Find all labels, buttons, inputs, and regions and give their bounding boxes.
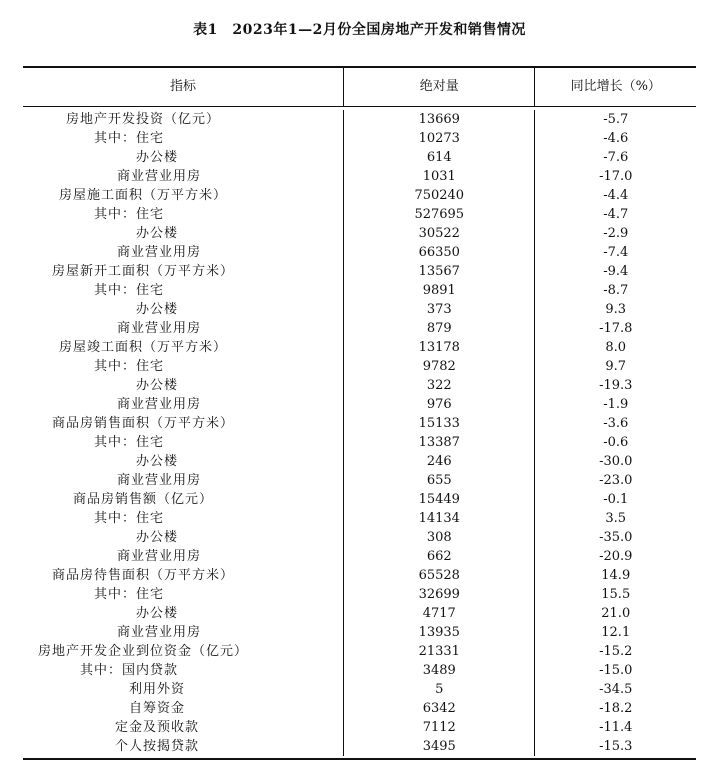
row-label: 房地产开发投资（亿元） xyxy=(66,112,221,127)
row-indicator xyxy=(23,319,343,338)
row-value: 3489 xyxy=(343,661,534,680)
table-row xyxy=(23,281,696,300)
table-row xyxy=(23,490,696,509)
row-value: 21331 xyxy=(343,642,534,661)
table-row xyxy=(23,205,696,224)
row-label: 其中：住宅 xyxy=(94,359,165,374)
table-row xyxy=(23,718,696,737)
row-value: 308 xyxy=(343,528,534,547)
row-indicator xyxy=(23,623,343,642)
table-row xyxy=(23,642,696,661)
row-growth: -30.0 xyxy=(534,452,696,471)
row-label: 房屋施工面积（万平方米） xyxy=(59,188,228,203)
row-indicator xyxy=(23,490,343,509)
row-value: 322 xyxy=(343,376,534,395)
row-growth: -9.4 xyxy=(534,262,696,281)
row-indicator xyxy=(23,547,343,566)
table-row xyxy=(23,585,696,604)
row-indicator xyxy=(23,661,343,680)
row-value: 15449 xyxy=(343,490,534,509)
row-label: 其中：住宅 xyxy=(94,131,165,146)
data-table xyxy=(23,66,696,760)
table-row xyxy=(23,262,696,281)
table-row xyxy=(23,224,696,243)
row-growth: -7.6 xyxy=(534,148,696,167)
row-indicator xyxy=(23,262,343,281)
row-growth: 3.5 xyxy=(534,509,696,528)
row-label: 商业营业用房 xyxy=(117,397,202,412)
row-label: 商品房待售面积（万平方米） xyxy=(52,568,235,583)
row-label: 商品房销售额（亿元） xyxy=(73,492,214,507)
row-value: 13669 xyxy=(343,110,534,129)
row-growth: 12.1 xyxy=(534,623,696,642)
row-indicator xyxy=(23,243,343,262)
table-row xyxy=(23,186,696,205)
row-label: 其中：国内贷款 xyxy=(80,663,179,678)
row-value: 9891 xyxy=(343,281,534,300)
row-label: 其中：住宅 xyxy=(94,511,165,526)
row-value: 246 xyxy=(343,452,534,471)
row-label: 房屋新开工面积（万平方米） xyxy=(52,264,235,279)
row-growth: -34.5 xyxy=(534,680,696,699)
row-indicator xyxy=(23,718,343,737)
row-indicator xyxy=(23,129,343,148)
table-row xyxy=(23,110,696,129)
row-value: 527695 xyxy=(343,205,534,224)
row-indicator xyxy=(23,585,343,604)
row-indicator xyxy=(23,737,343,756)
row-value: 13178 xyxy=(343,338,534,357)
row-indicator xyxy=(23,376,343,395)
row-growth: 21.0 xyxy=(534,604,696,623)
row-growth: -23.0 xyxy=(534,471,696,490)
row-value: 614 xyxy=(343,148,534,167)
row-label: 定金及预收款 xyxy=(115,720,200,735)
row-growth: 8.0 xyxy=(534,338,696,357)
row-indicator xyxy=(23,433,343,452)
row-value: 32699 xyxy=(343,585,534,604)
row-growth: 14.9 xyxy=(534,566,696,585)
row-label: 自筹资金 xyxy=(129,701,186,716)
row-label: 商业营业用房 xyxy=(117,321,202,336)
row-indicator xyxy=(23,167,343,186)
table-row xyxy=(23,319,696,338)
row-label: 商业营业用房 xyxy=(117,549,202,564)
row-growth: -4.4 xyxy=(534,186,696,205)
row-value: 30522 xyxy=(343,224,534,243)
row-label: 其中：住宅 xyxy=(94,207,165,222)
row-label: 办公楼 xyxy=(136,378,179,393)
header-indicator: 指标 xyxy=(170,79,197,94)
row-indicator xyxy=(23,205,343,224)
row-value: 14134 xyxy=(343,509,534,528)
row-indicator xyxy=(23,471,343,490)
row-value: 13567 xyxy=(343,262,534,281)
table-header xyxy=(23,68,696,107)
row-label: 其中：住宅 xyxy=(94,435,165,450)
row-growth: -19.3 xyxy=(534,376,696,395)
table-row xyxy=(23,566,696,585)
table-row xyxy=(23,471,696,490)
row-value: 15133 xyxy=(343,414,534,433)
row-value: 3495 xyxy=(343,737,534,756)
row-label: 办公楼 xyxy=(136,454,179,469)
row-growth: -20.9 xyxy=(534,547,696,566)
table-row xyxy=(23,414,696,433)
row-label: 办公楼 xyxy=(136,530,179,545)
row-growth: -18.2 xyxy=(534,699,696,718)
row-growth: -17.8 xyxy=(534,319,696,338)
row-growth: -5.7 xyxy=(534,110,696,129)
table-row xyxy=(23,129,696,148)
table-row xyxy=(23,680,696,699)
row-indicator xyxy=(23,509,343,528)
row-value: 66350 xyxy=(343,243,534,262)
row-value: 750240 xyxy=(343,186,534,205)
row-value: 1031 xyxy=(343,167,534,186)
row-indicator xyxy=(23,414,343,433)
row-value: 662 xyxy=(343,547,534,566)
row-label: 商品房销售面积（万平方米） xyxy=(52,416,235,431)
row-growth: -3.6 xyxy=(534,414,696,433)
row-label: 商业营业用房 xyxy=(117,169,202,184)
table-row xyxy=(23,167,696,186)
table-row xyxy=(23,604,696,623)
row-indicator xyxy=(23,281,343,300)
table-title: 表1 2023年1—2月份全国房地产开发和销售情况 xyxy=(193,22,526,38)
row-growth: -0.1 xyxy=(534,490,696,509)
row-label: 其中：住宅 xyxy=(94,283,165,298)
table-row xyxy=(23,338,696,357)
row-label: 商业营业用房 xyxy=(117,245,202,260)
row-growth: 15.5 xyxy=(534,585,696,604)
row-label: 房屋竣工面积（万平方米） xyxy=(59,340,228,355)
table-row xyxy=(23,509,696,528)
row-label: 商业营业用房 xyxy=(117,625,202,640)
row-indicator xyxy=(23,452,343,471)
row-label: 利用外资 xyxy=(129,682,186,697)
row-indicator xyxy=(23,300,343,319)
row-label: 办公楼 xyxy=(136,302,179,317)
row-indicator xyxy=(23,642,343,661)
row-indicator xyxy=(23,224,343,243)
row-growth: -15.3 xyxy=(534,737,696,756)
row-growth: -7.4 xyxy=(534,243,696,262)
table-row xyxy=(23,376,696,395)
row-label: 其中：住宅 xyxy=(94,587,165,602)
row-label: 办公楼 xyxy=(136,226,179,241)
row-value: 655 xyxy=(343,471,534,490)
table-row xyxy=(23,661,696,680)
row-growth: -4.7 xyxy=(534,205,696,224)
table-row xyxy=(23,357,696,376)
row-growth: -4.6 xyxy=(534,129,696,148)
row-growth: -8.7 xyxy=(534,281,696,300)
table-row xyxy=(23,528,696,547)
row-growth: -0.6 xyxy=(534,433,696,452)
table-row xyxy=(23,433,696,452)
row-indicator xyxy=(23,699,343,718)
row-value: 10273 xyxy=(343,129,534,148)
table-row xyxy=(23,395,696,414)
row-growth: 9.7 xyxy=(534,357,696,376)
table-row xyxy=(23,547,696,566)
table-row xyxy=(23,699,696,718)
row-value: 5 xyxy=(343,680,534,699)
row-value: 13935 xyxy=(343,623,534,642)
table-row xyxy=(23,148,696,167)
row-label: 办公楼 xyxy=(136,606,179,621)
row-value: 13387 xyxy=(343,433,534,452)
row-indicator xyxy=(23,604,343,623)
row-value: 9782 xyxy=(343,357,534,376)
row-label: 商业营业用房 xyxy=(117,473,202,488)
row-growth: -17.0 xyxy=(534,167,696,186)
row-indicator xyxy=(23,186,343,205)
row-indicator xyxy=(23,566,343,585)
row-indicator xyxy=(23,395,343,414)
row-growth: -35.0 xyxy=(534,528,696,547)
row-growth: -15.0 xyxy=(534,661,696,680)
table-body xyxy=(23,107,696,758)
row-growth: -1.9 xyxy=(534,395,696,414)
table-row xyxy=(23,737,696,756)
row-growth: 9.3 xyxy=(534,300,696,319)
row-growth: -11.4 xyxy=(534,718,696,737)
row-indicator xyxy=(23,680,343,699)
row-value: 7112 xyxy=(343,718,534,737)
row-value: 4717 xyxy=(343,604,534,623)
table-row xyxy=(23,300,696,319)
row-value: 879 xyxy=(343,319,534,338)
row-label: 个人按揭贷款 xyxy=(115,739,200,754)
table-row xyxy=(23,243,696,262)
row-indicator xyxy=(23,528,343,547)
table-row xyxy=(23,623,696,642)
row-growth: -15.2 xyxy=(534,642,696,661)
header-absolute: 绝对量 xyxy=(343,68,534,106)
header-yoy: 同比增长（%） xyxy=(534,68,696,106)
table-row xyxy=(23,452,696,471)
row-indicator xyxy=(23,110,343,129)
row-value: 976 xyxy=(343,395,534,414)
row-label: 房地产开发企业到位资金（亿元） xyxy=(38,644,249,659)
row-value: 6342 xyxy=(343,699,534,718)
row-indicator xyxy=(23,148,343,167)
row-value: 65528 xyxy=(343,566,534,585)
row-indicator xyxy=(23,357,343,376)
row-value: 373 xyxy=(343,300,534,319)
row-label: 办公楼 xyxy=(136,150,179,165)
row-growth: -2.9 xyxy=(534,224,696,243)
row-indicator xyxy=(23,338,343,357)
